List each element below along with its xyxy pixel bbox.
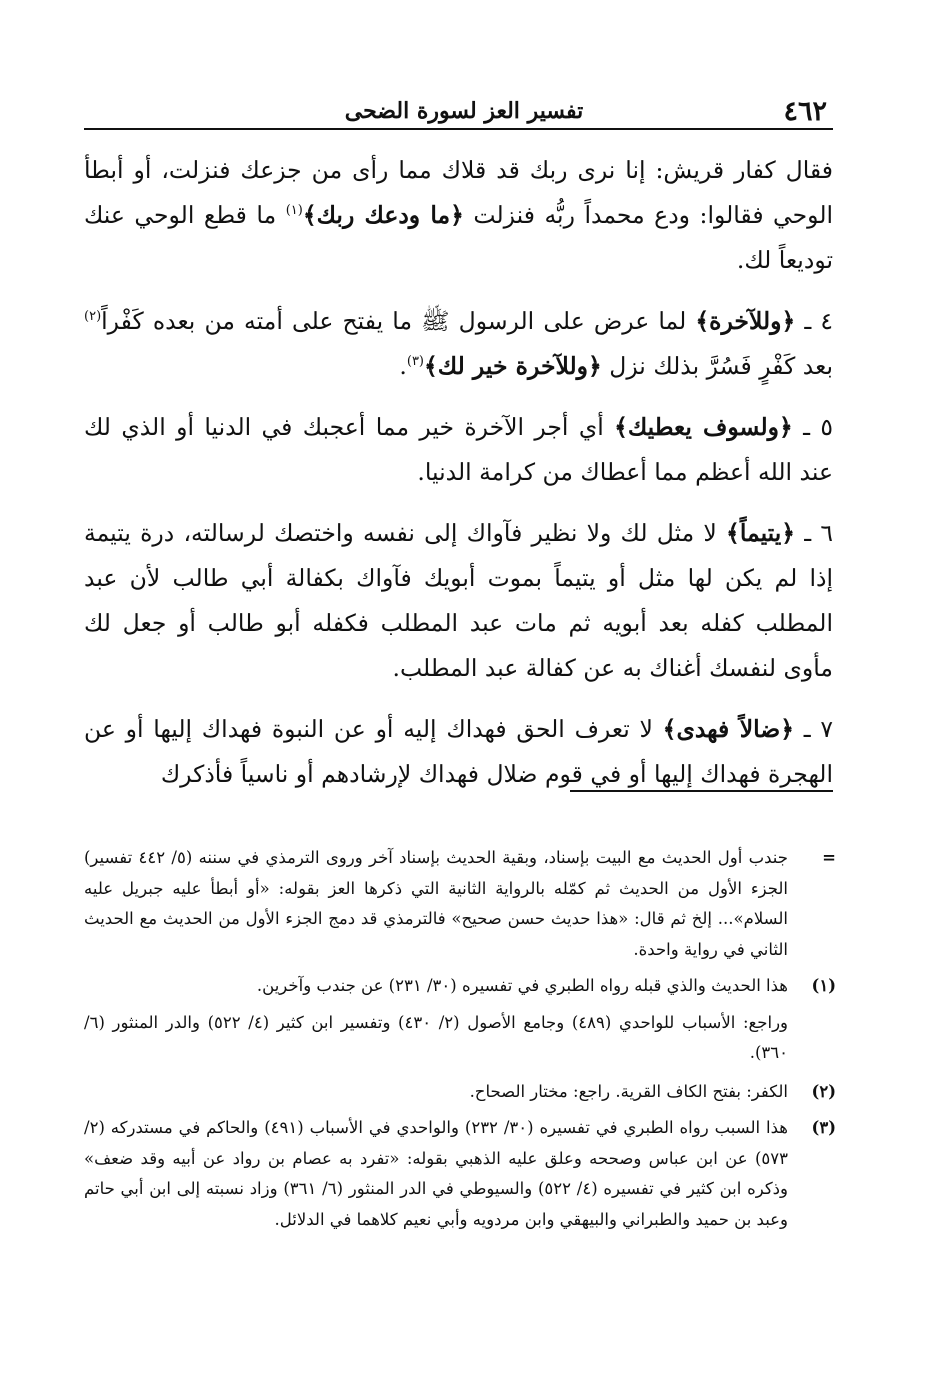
quran-quote: ﴿وللآخرة خير لك﴾ xyxy=(424,352,602,380)
paragraph-3 xyxy=(84,405,833,495)
running-title: تفسير العز لسورة الضحى xyxy=(344,98,584,124)
footnote-mark: (٢) xyxy=(811,1081,836,1101)
footnote-text: هذا الحديث والذي قبله رواه الطبري في تفسيره (٣٠/ ٢٣١) عن جندب وآخرين. xyxy=(256,976,788,995)
item-number: ٤ ـ xyxy=(795,307,833,335)
paragraph-5 xyxy=(84,707,833,797)
item-number: ٧ ـ xyxy=(793,715,833,743)
paragraph-1-text-a: فقال كفار قريش: إنا نرى ربك قد قلاك مما رأى من جزعك فنزلت، أو أبطأ الوحي فقالوا: ودع محمداً ربُّه فنزلت xyxy=(84,156,834,229)
footnote-mark: (٣) xyxy=(811,1118,836,1137)
page-number: ٤٦٢ xyxy=(783,96,827,127)
footnotes xyxy=(84,843,836,1241)
quran-term: ﴿وللآخرة﴾ xyxy=(695,307,796,335)
footnote-mark: (١) xyxy=(811,976,836,995)
paragraph-2 xyxy=(84,299,833,389)
paragraph-1-text-b: ما قطع الوحي عنك توديعاً لك. xyxy=(84,201,833,274)
quran-term: ﴿ولسوف يعطيك﴾ xyxy=(614,413,793,441)
quran-term: ﴿يتيماً﴾ xyxy=(726,519,796,547)
footnote-1 xyxy=(84,971,836,1002)
footnote-ref-1: (١) xyxy=(285,203,303,219)
item-number: ٥ ـ xyxy=(792,413,833,441)
footnote-mark: = xyxy=(822,848,836,867)
paragraph-4 xyxy=(84,511,833,691)
paragraph-4-text: لا مثل لك ولا نظير فآواك إلى نفسه واختصك لرسالته، درة يتيمة إذا لم يكن لها مثل أو يتيماً بموت أبويك فآواك بكفالة أبي طالب لأن عبد المطلب كفله بعد أبويه ثم مات عبد المطلب فكفله أبو طالب أو جعل لك مأوى لنفسك أغناك به عن كفالة عبد المطلب. xyxy=(84,519,833,682)
paragraph-2-text-a: لما عرض على الرسول ﷺ ما يفتح على أمته من بعده كَفْراً xyxy=(101,307,696,335)
footnote-1-continuation: وراجع: الأسباب للواحدي (٤٨٩) وجامع الأصول (٢/ ٤٣٠) وتفسير ابن كثير (٤/ ٥٢٢) والدر المنثور (٦/ ٣٦٠). xyxy=(84,1012,789,1062)
footnote-text: جندب أول الحديث مع البيت بإسناد، وبقية الحديث بإسناد آخر وروى الترمذي في سننه (٥/ ٤٤٢ تفسير) الجزء الأول من الحديث ثم كمّله بالرواية الثانية التي ذكرها العز بقوله: «أو أبطأ عليه جبريل عليه السلام»... إلخ ثم قال: «هذا حديث حسن صحيح» فالترمذي قد دمج الجزء الأول من الحديث مع الحديث الثاني في رواية واحدة. xyxy=(84,848,788,959)
page-header xyxy=(84,96,833,130)
paragraph-1 xyxy=(84,148,833,283)
footnote-text: هذا السبب رواه الطبري في تفسيره (٣٠/ ٢٣٢) والواحدي في الأسباب (٤٩١) والحاكم في مستدركه (٢/ ٥٧٣) عن ابن عباس وصححه وعلق عليه الذهبي بقوله: «تفرد به عصام بن رواد عن أبيه وقد ضعف» وذكره ابن كثير في تفسيره (٤/ ٥٢٢) والسيوطي في الدر المنثور (٦/ ٣٦١) وزاد نسبته إلى ابن أبي حاتم وعبد بن حميد والطبراني والبيهقي وابن مردويه وأبي نعيم كلاهما في الدلائل. xyxy=(84,1118,788,1229)
paragraph-2-text-b: بعد كَفْرٍ فَسُرَّ بذلك نزل xyxy=(601,352,833,380)
footnote-text: الكفر: بفتح الكاف القرية. راجع: مختار الصحاح. xyxy=(469,1081,788,1101)
footnote-continuation xyxy=(84,843,836,965)
footnote-separator xyxy=(570,790,833,792)
footnote-ref-3: (٣) xyxy=(406,354,424,370)
paragraph-5-text: لا تعرف الحق فهداك إليه أو عن النبوة فهداك إليها أو عن الهجرة فهداك إليها أو في قوم ضلال فهداك لإرشادهم أو ناسياً فأذكرك xyxy=(84,715,833,788)
quran-term: ﴿ضالاً فهدى﴾ xyxy=(662,715,794,743)
paragraph-3-text: أي أجر الآخرة خير مما أعجبك في الدنيا أو الذي لك عند الله أعظم مما أعطاك من كرامة الدنيا. xyxy=(84,413,833,486)
paragraph-2-text-c: . xyxy=(399,352,407,380)
footnote-ref-2: (٢) xyxy=(84,309,102,325)
main-text xyxy=(84,148,833,813)
footnote-2 xyxy=(84,1077,836,1108)
footnote-3 xyxy=(84,1113,836,1235)
item-number: ٦ ـ xyxy=(795,519,833,547)
quran-quote: ﴿ما ودعك ربك﴾ xyxy=(302,201,464,229)
